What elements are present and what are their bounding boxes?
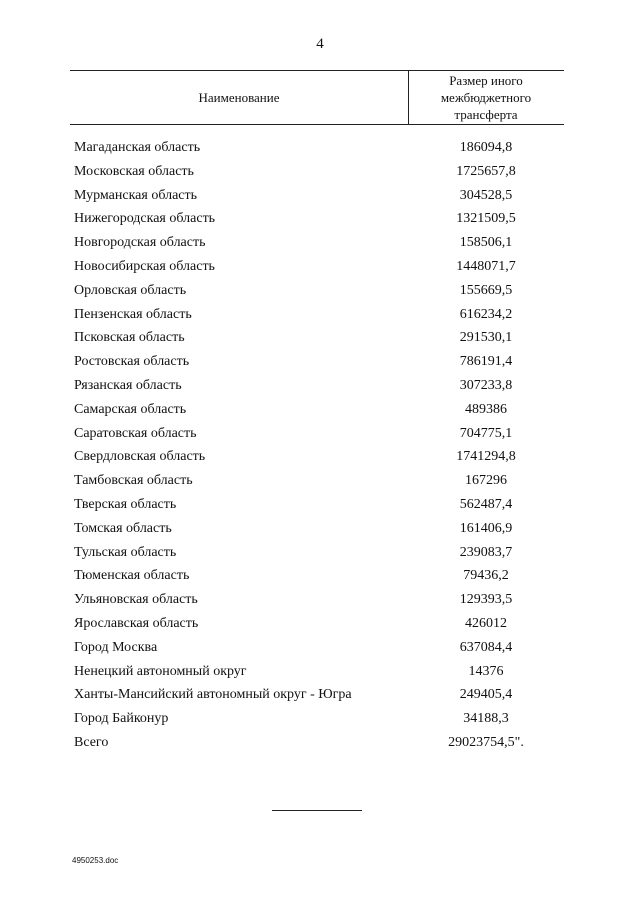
table-row [74, 164, 564, 188]
region-name: Орловская область [74, 282, 187, 298]
region-name: Рязанская область [74, 377, 182, 393]
transfer-amount: 1448071,7 [456, 258, 516, 274]
transfer-amount: 489386 [465, 401, 507, 417]
column-header-value-line: Размер иного [449, 73, 523, 88]
transfer-amount: 786191,4 [459, 354, 513, 370]
end-rule [272, 810, 362, 811]
table-row [74, 426, 564, 450]
table-row [74, 545, 564, 569]
transfer-amount: 155669,5 [459, 282, 513, 298]
column-header-name: Наименование [198, 90, 280, 105]
table-row [74, 259, 564, 283]
table-row [74, 735, 564, 759]
transfer-amount: 29023754,5". [448, 734, 524, 750]
transfer-amount: 704775,1 [459, 425, 513, 441]
region-name: Московская область [74, 163, 194, 179]
transfer-amount: 34188,3 [463, 711, 509, 727]
region-name: Новгородская область [74, 235, 206, 251]
transfer-amount: 167296 [465, 473, 507, 489]
table-row [74, 283, 564, 307]
transfer-amount: 79436,2 [463, 568, 509, 584]
region-name: Пензенская область [74, 306, 192, 322]
region-name: Самарская область [74, 401, 187, 417]
region-name: Тверская область [74, 496, 177, 512]
header-bottom-rule [70, 124, 564, 125]
transfer-table [74, 140, 564, 759]
table-row [74, 687, 564, 711]
table-row [74, 235, 564, 259]
region-name: Саратовская область [74, 425, 197, 441]
region-name: Ненецкий автономный округ [74, 663, 247, 679]
transfer-amount: 1741294,8 [456, 449, 516, 465]
table-row [74, 354, 564, 378]
table-row [74, 711, 564, 735]
table-row [74, 140, 564, 164]
region-name: Мурманская область [74, 187, 198, 203]
table-row [74, 473, 564, 497]
table-row [74, 521, 564, 545]
transfer-amount: 426012 [465, 615, 507, 631]
table-row [74, 664, 564, 688]
transfer-amount: 616234,2 [459, 306, 513, 322]
transfer-amount: 1321509,5 [456, 211, 516, 227]
column-header-value [408, 72, 564, 123]
region-name: Тамбовская область [74, 473, 193, 489]
region-name: Ульяновская область [74, 592, 198, 608]
column-header-value-line: трансферта [454, 107, 518, 122]
region-name: Новосибирская область [74, 258, 215, 274]
transfer-amount: 304528,5 [459, 187, 513, 203]
table-row [74, 330, 564, 354]
transfer-amount: 158506,1 [459, 235, 513, 251]
region-name: Город Москва [74, 639, 158, 655]
transfer-amount: 562487,4 [459, 496, 513, 512]
transfer-amount: 14376 [468, 663, 504, 679]
transfer-amount: 186094,8 [459, 140, 513, 155]
page-number: 4 [316, 36, 324, 52]
region-name: Свердловская область [74, 449, 206, 465]
region-name: Тюменская область [74, 568, 190, 584]
table-row [74, 568, 564, 592]
table-row [74, 188, 564, 212]
region-name: Ярославская область [74, 615, 199, 631]
table-row [74, 640, 564, 664]
table-row [74, 307, 564, 331]
table-row [74, 378, 564, 402]
transfer-amount: 239083,7 [459, 544, 513, 560]
table-top-rule [70, 70, 564, 71]
region-name: Магаданская область [74, 140, 201, 155]
transfer-amount: 249405,4 [459, 687, 513, 703]
region-name: Город Байконур [74, 711, 169, 727]
column-header-value-line: межбюджетного [440, 90, 532, 105]
transfer-amount: 307233,8 [459, 377, 513, 393]
table-row [74, 449, 564, 473]
table-row [74, 211, 564, 235]
region-name: Ростовская область [74, 354, 190, 370]
table-row [74, 592, 564, 616]
table-row [74, 497, 564, 521]
table-row [74, 616, 564, 640]
transfer-amount: 637084,4 [459, 639, 513, 655]
document-id: 4950253.doc [72, 856, 119, 865]
table-row [74, 402, 564, 426]
transfer-amount: 129393,5 [459, 592, 513, 608]
transfer-amount: 291530,1 [459, 330, 513, 346]
region-name: Нижегородская область [74, 211, 216, 227]
region-name: Тульская область [74, 544, 177, 560]
region-name: Всего [74, 734, 109, 750]
region-name: Томская область [74, 520, 172, 536]
region-name: Псковская область [74, 330, 185, 346]
transfer-amount: 161406,9 [459, 520, 513, 536]
transfer-amount: 1725657,8 [456, 163, 516, 179]
region-name: Ханты-Мансийский автономный округ - Югра [74, 687, 352, 703]
